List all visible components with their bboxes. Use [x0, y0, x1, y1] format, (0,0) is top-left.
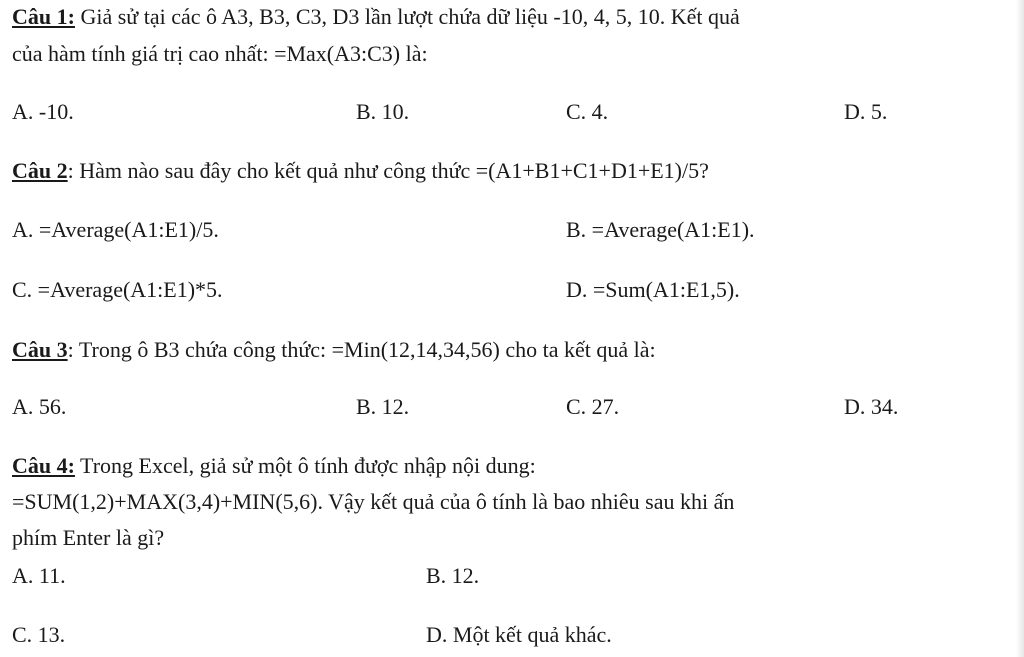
question-4-line-2: =SUM(1,2)+MAX(3,4)+MIN(5,6). Vậy kết quả của ô tính là bao nhiêu sau khi ấn	[12, 489, 735, 514]
question-3-option-d: D. 34.	[844, 394, 899, 419]
question-3-text-1: : Trong ô B3 chứa công thức: =Min(12,14,34,56) cho ta kết quả là:	[67, 337, 656, 362]
question-4-option-c: C. 13.	[12, 622, 66, 647]
question-3-label: Câu 3	[12, 337, 68, 362]
question-1-label: Câu 1:	[12, 4, 75, 29]
question-2-option-d: D. =Sum(A1:E1,5).	[566, 277, 740, 302]
question-1-option-a: A. -10.	[12, 99, 74, 124]
question-2-line-1	[12, 158, 709, 184]
question-4-text-1: Trong Excel, giả sử một ô tính được nhập nội dung:	[74, 453, 536, 478]
question-4-line-3: phím Enter là gì?	[12, 525, 165, 550]
question-4-option-a: A. 11.	[12, 563, 66, 588]
question-4-option-b: B. 12.	[426, 563, 480, 588]
question-4-line-1	[12, 453, 536, 479]
question-2-option-c: C. =Average(A1:E1)*5.	[12, 277, 223, 302]
question-2-label: Câu 2	[12, 158, 68, 183]
question-1-text-1: Giả sử tại các ô A3, B3, C3, D3 lần lượt chứa dữ liệu -10, 4, 5, 10. Kết quả	[74, 4, 740, 29]
question-1-line-2: của hàm tính giá trị cao nhất: =Max(A3:C3) là:	[12, 41, 428, 66]
question-2-option-b: B. =Average(A1:E1).	[566, 217, 755, 242]
question-1-option-c: C. 4.	[566, 99, 609, 124]
question-2-text-1: : Hàm nào sau đây cho kết quả như công thức =(A1+B1+C1+D1+E1)/5?	[67, 158, 709, 183]
question-1-option-d: D. 5.	[844, 99, 888, 124]
question-1-line-1	[12, 4, 740, 30]
question-3-option-c: C. 27.	[566, 394, 620, 419]
question-4-option-d: D. Một kết quả khác.	[426, 622, 612, 647]
question-2-option-a: A. =Average(A1:E1)/5.	[12, 217, 219, 242]
question-4-label: Câu 4:	[12, 453, 75, 478]
question-3-line-1	[12, 337, 656, 363]
page-edge-shadow	[1016, 0, 1024, 657]
question-3-option-b: B. 12.	[356, 394, 410, 419]
question-1-option-b: B. 10.	[356, 99, 410, 124]
question-3-option-a: A. 56.	[12, 394, 67, 419]
